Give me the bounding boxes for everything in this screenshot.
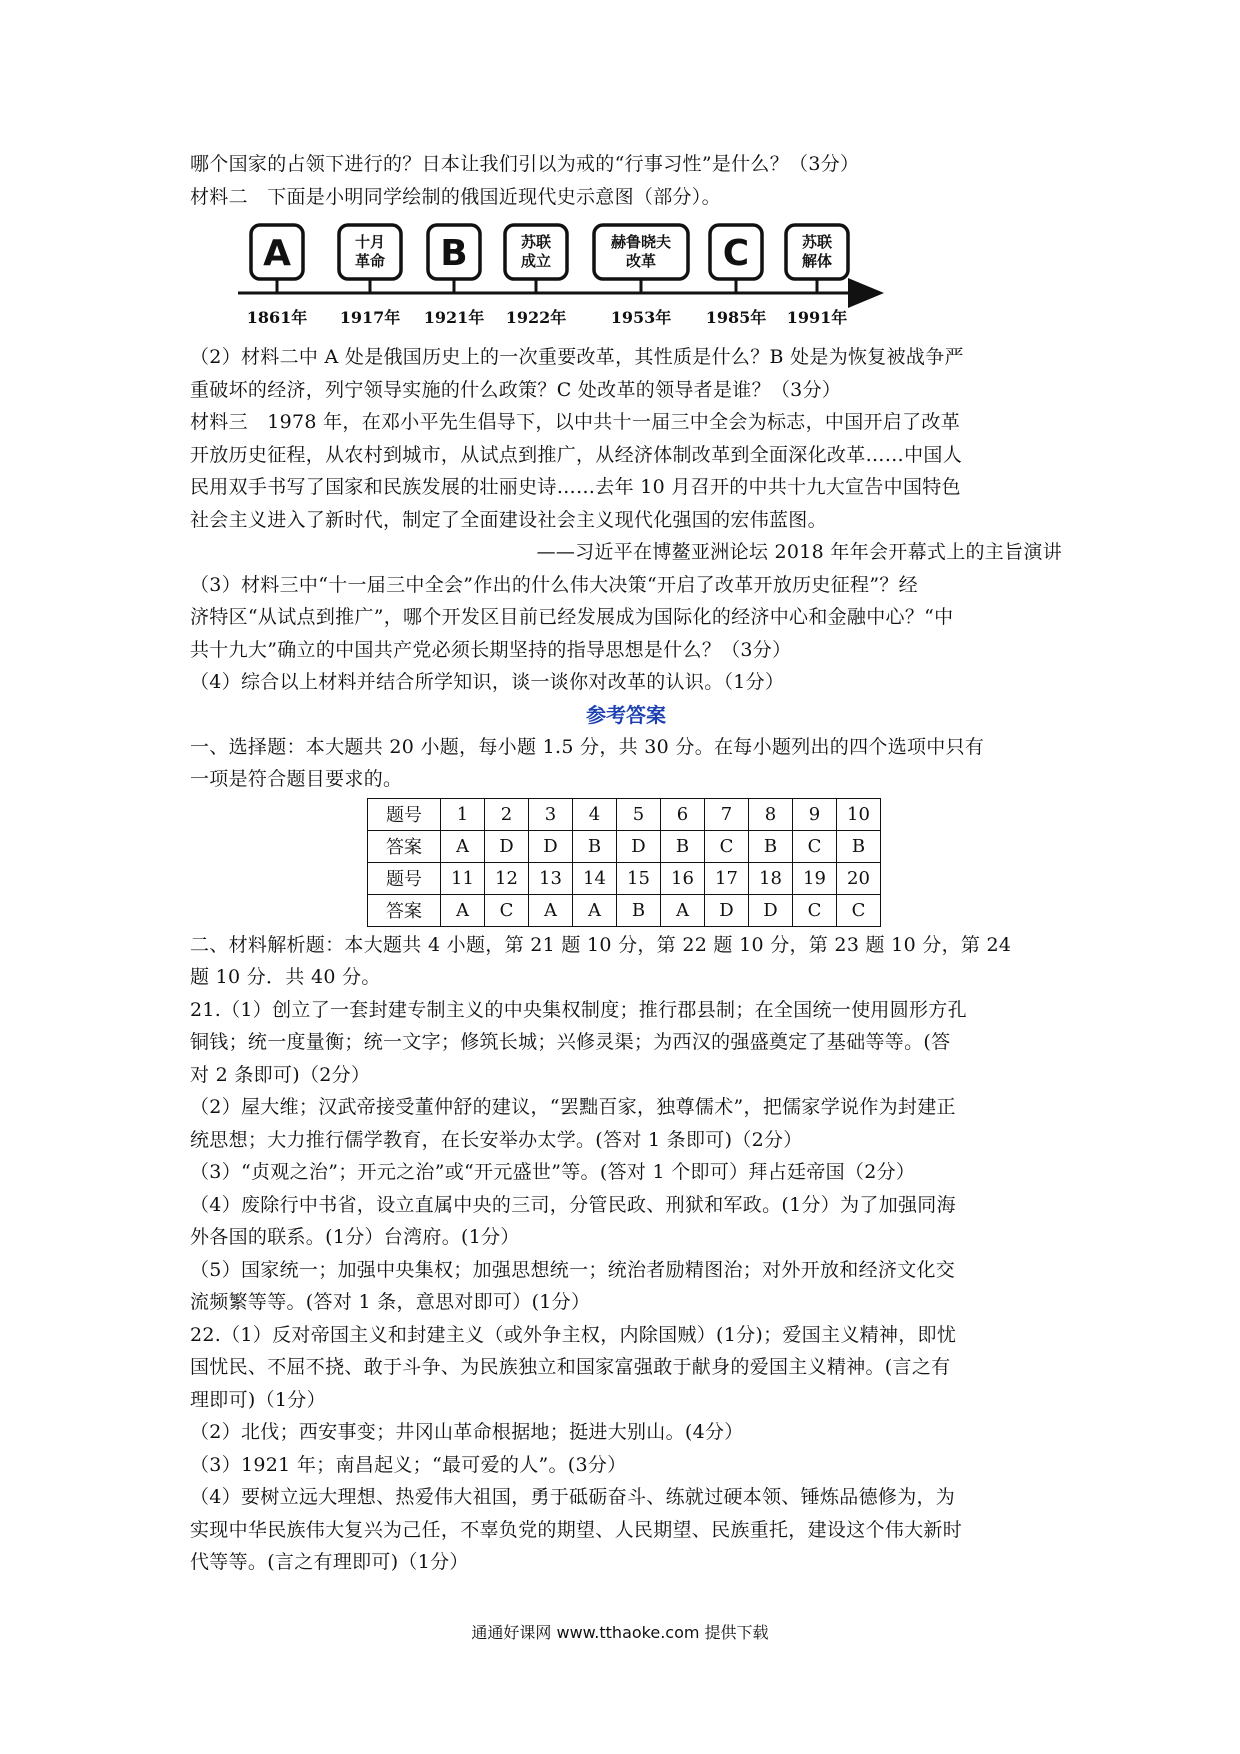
answer-table-cell: D (617, 830, 661, 862)
answers-part-1-line-2: 一项是符合题目要求的。 (190, 768, 403, 790)
timeline-node (424, 225, 485, 327)
answer-22-line-7: 实现中华民族伟大复兴为己任，不辜负党的期望、人民期望、民族重托，建设这个伟大新时 (190, 1518, 963, 1541)
timeline-year-label: 1985年 (705, 308, 767, 327)
answer-table-cell: 20 (837, 862, 881, 894)
answer-table-cell: 13 (529, 862, 573, 894)
answer-table-row (368, 798, 881, 830)
answer-table-cell: 11 (441, 862, 485, 894)
answer-table-cell: A (441, 894, 485, 926)
timeline-node (505, 225, 567, 327)
answer-table-cell: B (837, 830, 881, 862)
answer-table-header-cell: 答案 (368, 830, 441, 862)
timeline-year-label: 1953年 (610, 308, 672, 327)
material-3-source: ——习近平在博鳌亚洲论坛 2018 年年会开幕式上的主旨演讲 (536, 541, 1062, 563)
timeline-node (786, 225, 848, 327)
answer-table-cell: 4 (573, 798, 617, 830)
answer-table-row (368, 894, 881, 926)
answer-table-cell: A (661, 894, 705, 926)
page-footer: 通通好课网 www.tthaoke.com 提供下载 (471, 1623, 769, 1642)
answer-table-cell: D (705, 894, 749, 926)
answer-table-cell: B (617, 894, 661, 926)
material-3-line-1: 材料三 1978 年，在邓小平先生倡导下，以中共十一届三中全会为标志，中国开启了改革 (190, 411, 960, 433)
timeline-node (706, 225, 767, 327)
timeline-event-label: 赫鲁晓夫改革 (610, 233, 672, 270)
answers-title: 参考答案 (586, 702, 666, 727)
timeline-year-label: 1922年 (505, 308, 567, 327)
timeline-event-label: 苏联解体 (801, 233, 833, 270)
answer-table-cell: D (529, 830, 573, 862)
answer-21-line-10: 流频繁等等。(答对 1 条，意思对即可）(1分） (190, 1291, 591, 1313)
answer-table-cell: C (793, 830, 837, 862)
answer-table-cell: 14 (573, 862, 617, 894)
answer-22-line-8: 代等等。(言之有理即可)（1分） (190, 1551, 469, 1573)
answer-table-cell: 7 (705, 798, 749, 830)
answer-21-line-7: （4）废除行中书省，设立直属中央的三司，分管民政、刑狱和军政。(1分）为了加强同海 (190, 1193, 956, 1216)
answer-21-line-1: 21.（1）创立了一套封建专制主义的中央集权制度；推行郡县制；在全国统一使用圆形方孔 (190, 998, 967, 1021)
answer-22-line-2: 国忧民、不屈不挠、敢于斗争、为民族独立和国家富强敢于献身的爱国主义精神。(言之有 (190, 1356, 951, 1378)
timeline-event-label: 十月革命 (354, 233, 386, 270)
answer-table-row (368, 862, 881, 894)
answer-table-cell: 9 (793, 798, 837, 830)
timeline-node (594, 225, 688, 327)
question-3-line-2: 济特区“从试点到推广”，哪个开发区目前已经发展成为国际化的经济中心和金融中心？“中 (190, 606, 954, 628)
answer-21-line-8: 外各国的联系。(1分）台湾府。(1分） (190, 1226, 520, 1248)
timeline-node (339, 225, 401, 327)
material-3-line-2: 开放历史征程，从农村到城市，从试点到推广，从经济体制改革到全面深化改革……中国人 (190, 443, 963, 466)
material-3-line-3: 民用双手书写了国家和民族发展的壮丽史诗……去年 10 月召开的中共十九大宣告中国特色 (190, 476, 961, 498)
answer-table-cell: 16 (661, 862, 705, 894)
answer-table-cell: 17 (705, 862, 749, 894)
answer-table-cell: C (705, 830, 749, 862)
answer-table-cell: 15 (617, 862, 661, 894)
answer-table-cell: 19 (793, 862, 837, 894)
answer-21-line-6: （3）“贞观之治”；开元之治”或“开元盛世”等。(答对 1 个即可）拜占廷帝国（2分） (190, 1161, 916, 1183)
answer-22-line-4: （2）北伐；西安事变；井冈山革命根据地；挺进大别山。(4分） (190, 1421, 744, 1443)
answer-table-cell: 1 (441, 798, 485, 830)
answer-22-line-3: 理即可)（1分） (190, 1388, 326, 1411)
material-2-intro: 材料二 下面是小明同学绘制的俄国近现代史示意图（部分）。 (190, 185, 721, 208)
answer-table-cell: D (749, 894, 793, 926)
answer-table-header-cell: 题号 (368, 798, 441, 830)
question-3-line-3: 共十九大”确立的中国共产党必须长期坚持的指导思想是什么？（3分） (190, 638, 792, 661)
russia-history-timeline (190, 219, 1062, 337)
answer-22-line-1: 22.（1）反对帝国主义和封建主义（或外争主权，内除国贼）(1分)；爱国主义精神，即忧 (190, 1323, 957, 1346)
answer-21-line-2: 铜钱；统一度量衡；统一文字；修筑长城；兴修灵渠；为西汉的强盛奠定了基础等等。(答 (190, 1031, 951, 1053)
answer-table-header-cell: 题号 (368, 862, 441, 894)
answer-21-line-5: 统思想；大力推行儒学教育，在长安举办太学。(答对 1 条即可)（2分） (190, 1128, 803, 1151)
answer-table-cell: 10 (837, 798, 881, 830)
question-20-tail: 哪个国家的占领下进行的？日本让我们引以为戒的“行事习性”是什么？（3分） (190, 153, 860, 175)
answer-table-cell: C (485, 894, 529, 926)
answers-part-2-line-1: 二、材料解析题：本大题共 4 小题，第 21 题 10 分，第 22 题 10 分，第 23 题 10 分，第 24 (190, 933, 1012, 956)
answers-part-2-line-2: 题 10 分．共 40 分。 (190, 966, 381, 988)
answer-21-line-3: 对 2 条即可)（2分） (190, 1063, 371, 1086)
answer-21-block (190, 994, 1062, 1319)
question-4: （4）综合以上材料并结合所学知识，谈一谈你对改革的认识。（1分） (190, 671, 785, 693)
answer-table-cell: C (793, 894, 837, 926)
page-content (190, 148, 1062, 1579)
material-3-line-4: 社会主义进入了新时代，制定了全面建设社会主义现代化强国的宏伟蓝图。 (190, 508, 827, 531)
answer-22-block (190, 1319, 1062, 1579)
timeline-year-label: 1921年 (423, 308, 485, 327)
timeline-year-label: 1917年 (339, 308, 401, 327)
timeline-diagram (190, 219, 1062, 337)
answer-table-cell: 3 (529, 798, 573, 830)
answer-table (367, 798, 881, 927)
timeline-node (247, 225, 308, 327)
answer-table-cell: B (749, 830, 793, 862)
question-2-line-2: 重破坏的经济，列宁领导实施的什么政策？C 处改革的领导者是谁？（3分） (190, 378, 842, 401)
answer-table-cell: D (485, 830, 529, 862)
answer-table-cell: 8 (749, 798, 793, 830)
timeline-event-label: 苏联成立 (520, 233, 552, 270)
answer-table-cell: B (661, 830, 705, 862)
answer-table-cell: A (441, 830, 485, 862)
answer-21-line-4: （2）屋大维；汉武帝接受董仲舒的建议，“罢黜百家，独尊儒术”，把儒家学说作为封建正 (190, 1096, 956, 1118)
answer-table-cell: 5 (617, 798, 661, 830)
timeline-event-label: C (722, 233, 750, 274)
answer-table-cell: 2 (485, 798, 529, 830)
answer-table-row (368, 830, 881, 862)
answers-part-1-line-1: 一、选择题：本大题共 20 小题，每小题 1.5 分，共 30 分。在每小题列出的四个选项中只有 (190, 735, 985, 758)
timeline-year-label: 1861年 (246, 308, 308, 327)
question-3-line-1: （3）材料三中“十一届三中全会”作出的什么伟大决策“开启了改革开放历史征程”？经 (190, 573, 918, 596)
timeline-event-label: B (440, 233, 468, 274)
answer-22-line-6: （4）要树立远大理想、热爱伟大祖国，勇于砥砺奋斗、练就过硬本领、锤炼品德修为，为 (190, 1486, 956, 1508)
timeline-event-label: A (263, 233, 291, 274)
answer-22-line-5: （3）1921 年；南昌起义；“最可爱的人”。(3分） (190, 1453, 627, 1476)
answer-table-cell: 12 (485, 862, 529, 894)
answer-21-line-9: （5）国家统一；加强中央集权；加强思想统一；统治者励精图治；对外开放和经济文化交 (190, 1258, 956, 1281)
answer-table-header-cell: 答案 (368, 894, 441, 926)
answer-table-cell: 18 (749, 862, 793, 894)
answer-table-cell: A (573, 894, 617, 926)
answer-table-cell: B (573, 830, 617, 862)
answer-table-cell: 6 (661, 798, 705, 830)
question-2-line-1: （2）材料二中 A 处是俄国历史上的一次重要改革，其性质是什么？B 处是为恢复被战争严 (190, 346, 964, 368)
timeline-year-label: 1991年 (786, 308, 848, 327)
answer-table-cell: C (837, 894, 881, 926)
answer-table-cell: A (529, 894, 573, 926)
